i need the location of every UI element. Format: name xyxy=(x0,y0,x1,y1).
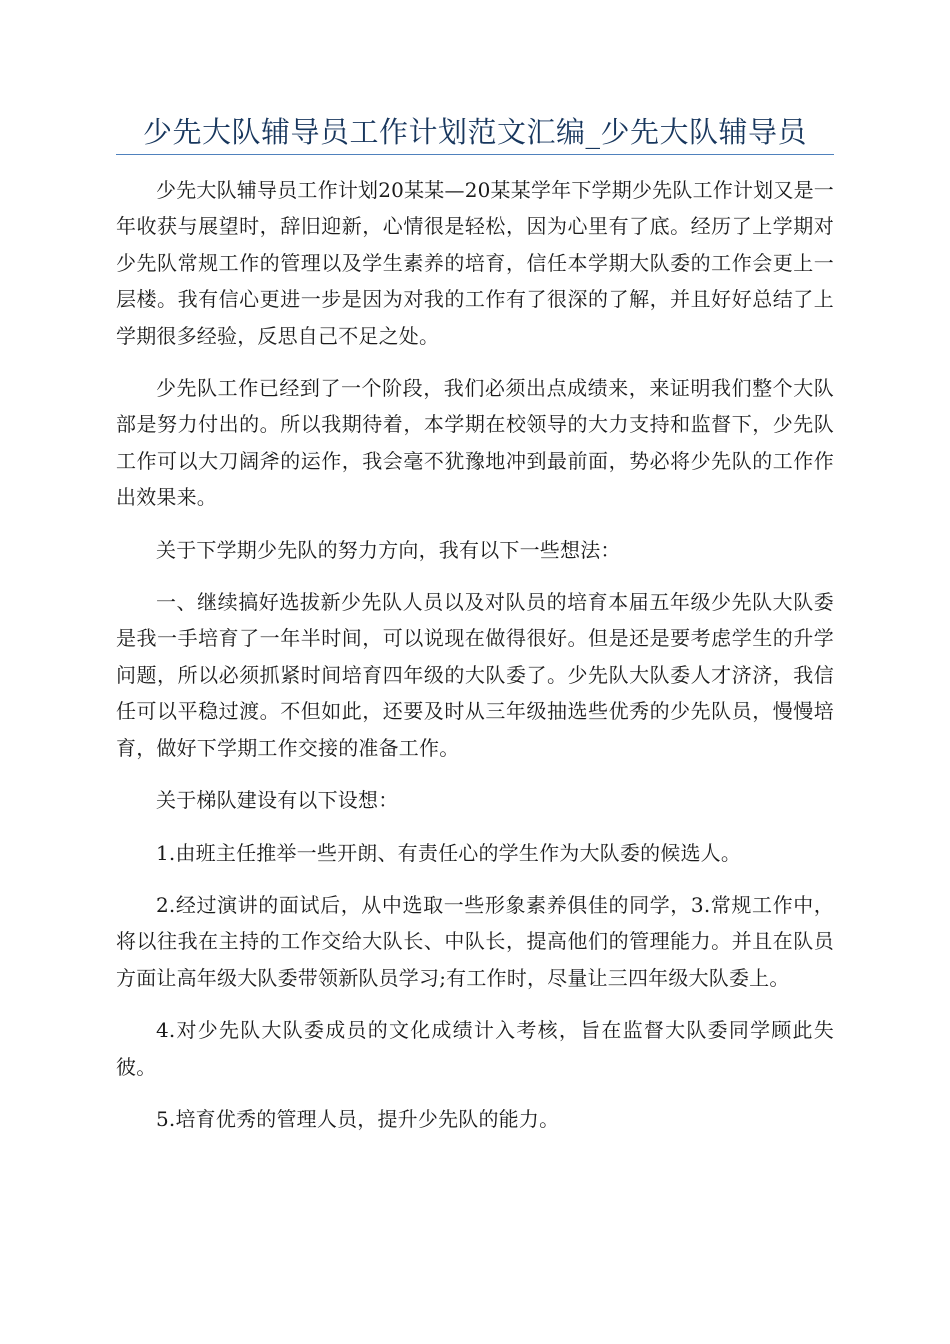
document-body xyxy=(116,172,834,1153)
list-item-5: 5.培育优秀的管理人员，提升少先队的能力。 xyxy=(156,1106,560,1131)
title-underline xyxy=(116,154,834,155)
paragraph-direction: 关于下学期少先队的努力方向，我有以下一些想法： xyxy=(156,537,621,562)
paragraph-item-one: 一、继续搞好选拔新少先队人员以及对队员的培育本届五年级少先队大队委是我一手培育了一年半时间，可以说现在做得很好。但是还是要考虑学生的升学问题，所以必须抓紧时间培育四年级的大队委了。少先队大队委人才济济，我信任可以平稳过渡。不但如此，还要及时从三年级抽选些优秀的少先队员，慢慢培育，做好下学期工作交接的准备工作。 xyxy=(116,590,834,760)
paragraph-intro: 少先大队辅导员工作计划20某某—20某某学年下学期少先队工作计划又是一年收获与展望时，辞旧迎新，心情很是轻松，因为心里有了底。经历了上学期对少先队常规工作的管理以及学生素养的培育，信任本学期大队委的工作会更上一层楼。我有信心更进一步是因为对我的工作有了很深的了解，并且好好总结了上学期很多经验，反思自己不足之处。 xyxy=(116,178,834,348)
paragraph-stage: 少先队工作已经到了一个阶段，我们必须出点成绩来，来证明我们整个大队部是努力付出的。所以我期待着，本学期在校领导的大力支持和监督下，少先队工作可以大刀阔斧的运作，我会毫不犹豫地冲到最前面，势必将少先队的工作作出效果来。 xyxy=(116,376,834,510)
list-item-1: 1.由班主任推举一些开朗、有责任心的学生作为大队委的候选人。 xyxy=(156,840,742,865)
document-title: 少先大队辅导员工作计划范文汇编_少先大队辅导员 xyxy=(142,115,807,149)
list-item-4: 4.对少先队大队委成员的文化成绩计入考核，旨在监督大队委同学顾此失彼。 xyxy=(116,1018,834,1079)
list-item-2: 2.经过演讲的面试后，从中选取一些形象素养俱佳的同学，3.常规工作中，将以往我在主持的工作交给大队长、中队长，提高他们的管理能力。并且在队员方面让高年级大队委带领新队员学习;有工作时，尽量让三四年级大队委上。 xyxy=(116,892,834,990)
paragraph-echelon: 关于梯队建设有以下设想： xyxy=(156,788,399,813)
